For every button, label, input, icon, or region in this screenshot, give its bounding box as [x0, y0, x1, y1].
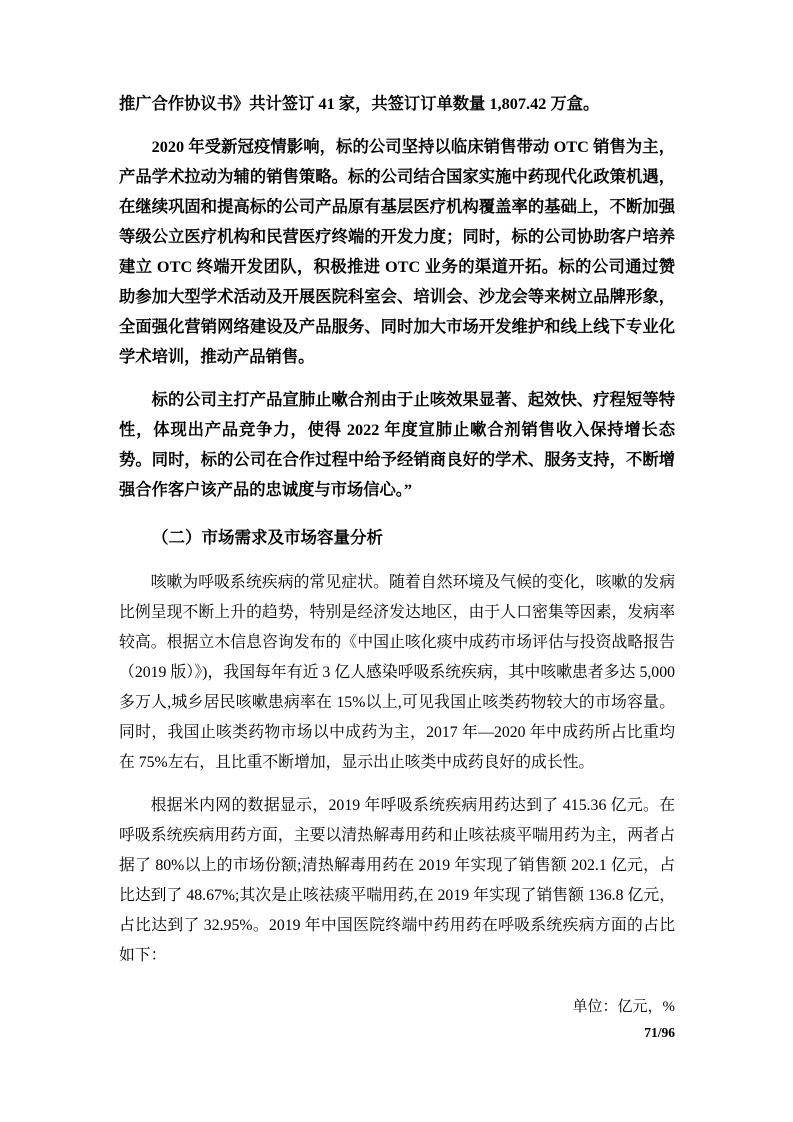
section-heading-market-demand: （二）市场需求及市场容量分析	[152, 529, 383, 547]
paragraph-sales-strategy: 2020 年受新冠疫情影响，标的公司坚持以临床销售带动 OTC 销售为主，产品学术拉动为辅的销售策略。标的公司结合国家实施中药现代化政策机遇，在继续巩固和提高标的公司产品原有基层医疗机构覆盖率的基础上，不断加强等级公立医疗机构和民营医疗终端的开发力度；同时，标的公司协助客户培养建立 OTC 终端开发团队，积极推进 OTC 业务的渠道开拓。标的公司通过赞助参加大型学术活动及开展医院科室会、培训会、沙龙会等来树立品牌形象，全面强化营销网络建设及产品服务、同时加大市场开发维护和线上线下专业化学术培训，推动产品销售。	[119, 137, 675, 366]
page-body	[119, 89, 675, 971]
page-number: 71/96	[644, 1025, 675, 1040]
paragraph-product-competitiveness: 标的公司主打产品宣肺止嗽合剂由于止咳效果显著、起效快、疗程短等特性，体现出产品竞争力，使得 2022 年度宣肺止嗽合剂销售收入保持增长态势。同时，标的公司在合作过程中给予经销商良好的学术、服务支持，不断增强合作客户该产品的忠诚度与市场信心。”	[119, 390, 675, 499]
table-unit-note: 单位：亿元，%	[572, 999, 675, 1015]
paragraph-market-data: 根据米内网的数据显示，2019 年呼吸系统疾病用药达到了 415.36 亿元。在呼吸系统疾病用药方面，主要以清热解毒用药和止咳祛痰平喘用药为主，两者占据了 80%以上的市场份额;清热解毒用药在 2019 年实现了销售额 202.1 亿元，占比达到了 48.67%;其次是止咳祛痰平喘用药,在 2019 年实现了销售额 136.8 亿元，占比达到了 32.95%。2019 年中国医院终端中药用药在呼吸系统疾病方面的占比如下：	[119, 797, 675, 964]
paragraph-market-demand: 咳嗽为呼吸系统疾病的常见症状。随着自然环境及气候的变化，咳嗽的发病比例呈现不断上升的趋势，特别是经济发达地区，由于人口密集等因素，发病率较高。根据立木信息咨询发布的《中国止咳化痰中成药市场评估与投资战略报告（2019 版）》)，我国每年有近 3 亿人感染呼吸系统疾病，其中咳嗽患者多达 5,000 多万人,城乡居民咳嗽患病率在 15%以上,可见我国止咳类药物较大的市场容量。同时，我国止咳类药物市场以中成药为主，2017 年—2020 年中成药所占比重均在 75%左右，且比重不断增加，显示出止咳类中成药良好的成长性。	[119, 574, 675, 771]
paragraph-continuation: 推广合作协议书》共计签订 41 家，共签订订单数量 1,807.42 万盒。	[119, 94, 600, 113]
